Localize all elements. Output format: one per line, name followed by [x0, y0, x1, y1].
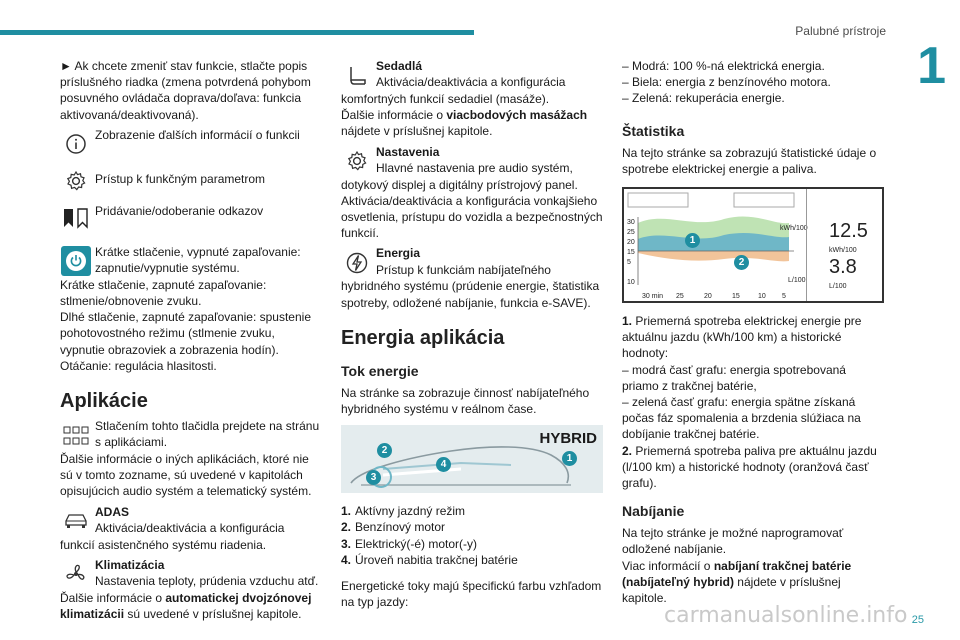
car-icon [60, 506, 91, 537]
watermark: carmanualsonline.info [664, 603, 908, 628]
energy-text: Prístup k funkciám nabíjateľného [376, 262, 551, 277]
energy-details: hybridného systému (prúdenie energie, štatistika spotreby, odložené nabíjanie, funkcia e-SAVE). [341, 279, 600, 310]
marker-2: 2 [377, 443, 392, 458]
energy-row [341, 245, 603, 278]
legend-item: 4. Úroveň nabitia trakčnej batérie [341, 552, 518, 567]
klima-row [60, 557, 322, 590]
seats-row [341, 58, 603, 91]
charging-more: Viac informácií o nabíjaní trakčnej batérie (nabíjateľný hybrid) nájdete v príslušnej kapitole. [622, 558, 852, 606]
legend-item: 3. Elektrický(-é) motor(-y) [341, 536, 477, 551]
legend-item: 2. Benzínový motor [341, 520, 446, 535]
flow-legend [341, 503, 603, 568]
color-blue: – Modrá: 100 %-ná elektrická energia. [622, 59, 825, 73]
statistics-text: Na tejto stránke sa zobrazujú štatistické údaje o spotrebe elektrickej energie a paliva. [622, 145, 877, 176]
intro-paragraph: ► Ak chcete zmeniť stav funkcie, stlačte popis príslušného riadka (zmena potvrdená pohybom posuvného ovládača doprava/doľava: funkcia aktivovaná/deaktivovaná). [60, 59, 311, 122]
power-text: Krátke stlačenie, vypnuté zapaľovanie: zapnutie/vypnutie systému. [95, 244, 301, 276]
chart-unit-top: kWh/100 [780, 225, 808, 233]
axis-tick: 25 [627, 229, 635, 237]
energy-title: Energia [376, 246, 421, 261]
x-tick: 30 min [642, 293, 664, 301]
energy-flow-text: Na stránke sa zobrazuje činnosť nabíjateľného hybridného systému v reálnom čase. [341, 385, 590, 417]
seat-icon [341, 60, 372, 91]
axis-tick: 15 [627, 249, 635, 257]
seats-title: Sedadlá [376, 59, 423, 73]
settings-text: Prístup k funkčným parametrom [95, 171, 266, 186]
seats-details: komfortných funkcií sedadiel (masáže). [341, 92, 550, 106]
fan-icon [60, 559, 91, 590]
fuel-consumption-unit: L/100 [829, 283, 847, 291]
settings-row [60, 164, 322, 197]
settings-app-details: dotykový displej a digitálny prístrojový panel. Aktivácia/deaktivácia a konfigurácia vonkajšieho osvetlenia, prístupu do vozidla a bezpečnostných funkcií. [341, 177, 603, 241]
gear-icon [341, 146, 372, 177]
stat-point-1: 1. Priemerná spotreba elektrickej energie pre aktuálnu jazdu (kWh/100 km) a historické hodnoty: [622, 314, 862, 361]
statistics-image [622, 187, 884, 303]
adas-row [60, 504, 322, 537]
bookmark-icon [60, 203, 91, 234]
seats-more: Ďalšie informácie o viacbodových masážach nájdete v príslušnej kapitole. [341, 108, 588, 139]
settings-app-row [341, 144, 603, 177]
x-tick: 15 [732, 293, 740, 301]
x-tick: 5 [782, 293, 786, 301]
electric-consumption-value: 12.5 [829, 220, 868, 243]
axis-tick: 20 [627, 239, 635, 247]
marker-4: 4 [436, 457, 451, 472]
electric-consumption-unit: kWh/100 [829, 247, 857, 255]
adas-text: Aktivácia/deaktivácia a konfigurácia [95, 520, 285, 535]
bookmark-text: Pridávanie/odoberanie odkazov [95, 203, 264, 218]
header-accent-bar [0, 30, 474, 35]
adas-details: funkcií asistenčného systému riadenia. [60, 537, 267, 552]
hybrid-flow-image [341, 425, 603, 493]
flow-colors-intro: Energetické toky majú špecifickú farbu vzhľadom na typ jazdy: [341, 579, 602, 610]
stat-point-1-list: – modrá časť grafu: energia spotrebovaná priamo z trakčnej batérie, – zelená časť grafu: energia spätne získaná počas fáz spomalenia a brzdenia slúžiaca na dobíjanie trakčnej batérie. [622, 362, 861, 442]
info-row [60, 127, 322, 160]
color-green: – Zelená: rekuperácia energie. [622, 91, 785, 106]
hybrid-label: HYBRID [539, 430, 597, 448]
charging-text: Na tejto stránke je možné naprogramovať odložené nabíjanie. [622, 526, 844, 557]
bookmark-row [60, 201, 322, 234]
column-left [60, 58, 322, 622]
power-button-icon [60, 246, 91, 277]
axis-tick: 30 [627, 219, 635, 227]
adas-title: ADAS [95, 504, 130, 519]
legend-item: 1. Aktívny jazdný režim [341, 504, 466, 519]
marker-2: 2 [734, 255, 749, 270]
statistics-heading: Štatistika [622, 122, 685, 139]
klima-title: Klimatizácia [95, 557, 165, 572]
color-white: – Biela: energia z benzínového motora. [622, 75, 831, 90]
marker-1: 1 [685, 233, 700, 248]
power-row [60, 244, 322, 277]
chapter-title: Palubné prístroje [795, 24, 886, 38]
chart-unit-bottom: L/100 [788, 277, 806, 285]
apps-grid-icon [60, 420, 91, 451]
marker-1: 1 [562, 451, 577, 466]
x-tick: 20 [704, 293, 712, 301]
column-middle [341, 58, 603, 610]
marker-3: 3 [366, 470, 381, 485]
x-tick: 25 [676, 293, 684, 301]
apps-details: Ďalšie informácie o iných aplikáciách, ktoré nie sú v tomto zozname, sú uvedené v kapitolách opisujúcich audio systém a telematický systém. [60, 452, 312, 499]
info-icon [60, 129, 91, 160]
page-number: 25 [911, 614, 924, 626]
klima-details: Ďalšie informácie o automatickej dvojzónovej klimatizácii sú uvedené v príslušnej kapitole. [60, 590, 312, 622]
settings-app-text: Hlavné nastavenia pre audio systém, [376, 160, 573, 175]
energy-app-heading: Energia aplikácia [341, 326, 505, 349]
axis-tick: 5 [627, 259, 631, 267]
charging-heading: Nabíjanie [622, 503, 685, 520]
column-right [622, 58, 884, 606]
apps-heading: Aplikácie [60, 390, 148, 413]
statistics-values-panel [806, 189, 882, 301]
energy-flow-heading: Tok energie [341, 362, 419, 379]
info-text: Zobrazenie ďalších informácií o funkcii [95, 127, 300, 142]
x-tick: 10 [758, 293, 766, 301]
klima-text: Nastavenia teploty, prúdenia vzduchu atď. [95, 574, 319, 589]
stat-point-2: 2. Priemerná spotreba paliva pre aktuálnu jazdu (l/100 km) a historické hodnoty (oranžová časť grafu). [622, 443, 877, 491]
settings-app-title: Nastavenia [376, 144, 440, 159]
power-details: Krátke stlačenie, zapnuté zapaľovanie: stlmenie/obnovenie zvuku. Dlhé stlačenie, zapnuté zapaľovanie: spustenie pohotovostného režimu (stlmenie zvuku, vypnutie obrazoviek a zobrazenia hodín). Otáčanie: regulácia hlasitosti. [60, 277, 311, 373]
axis-tick: 10 [627, 279, 635, 287]
fuel-consumption-value: 3.8 [829, 256, 857, 279]
apps-row [60, 418, 322, 451]
chapter-number: 1 [917, 37, 946, 95]
gear-icon [60, 166, 91, 197]
energy-icon [341, 247, 372, 278]
seats-text: Aktivácia/deaktivácia a konfigurácia [376, 75, 566, 90]
apps-text: Stlačením tohto tlačidla prejdete na stránu s aplikáciami. [95, 419, 320, 450]
